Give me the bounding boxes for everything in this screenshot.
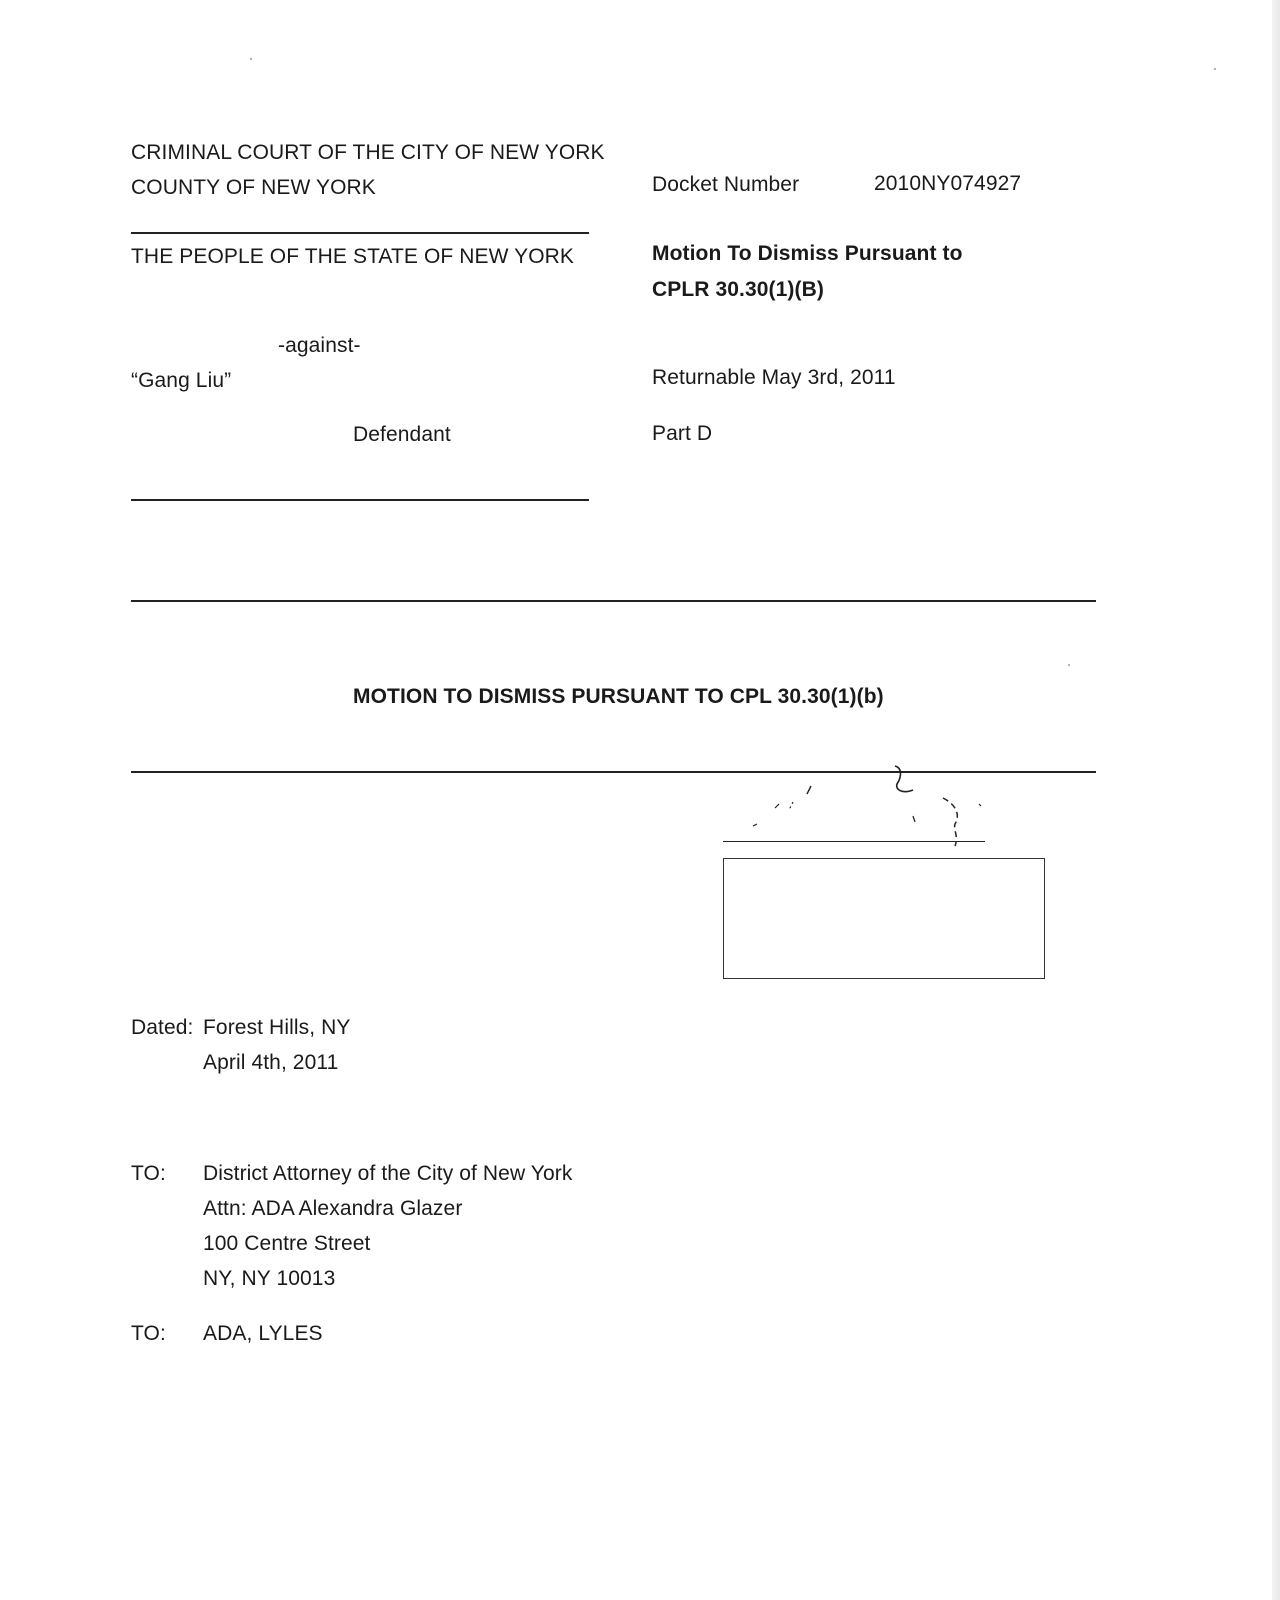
motion-title-line2: CPLR 30.30(1)(B) (652, 278, 824, 301)
against-label: -against- (278, 334, 361, 357)
caption-rule-top (131, 232, 589, 234)
heading-rule-top (131, 600, 1096, 602)
document-heading: MOTION TO DISMISS PURSUANT TO CPL 30.30(1)(b) (353, 685, 884, 708)
plaintiff-name: THE PEOPLE OF THE STATE OF NEW YORK (131, 245, 575, 268)
defendant-label: Defendant (353, 423, 451, 446)
recipient-line: Attn: ADA Alexandra Glazer (203, 1197, 463, 1220)
caption-rule-bottom (131, 499, 589, 501)
defendant-name: “Gang Liu” (131, 369, 232, 392)
scan-speck (250, 58, 252, 60)
signature-scribble (745, 760, 995, 860)
docket-label: Docket Number (652, 173, 800, 196)
recipient-line: NY, NY 10013 (203, 1267, 336, 1290)
recipient-line: District Attorney of the City of New York (203, 1162, 573, 1185)
scan-speck (1214, 68, 1216, 70)
returnable-date: Returnable May 3rd, 2011 (652, 366, 896, 389)
signature-block-box (723, 858, 1045, 979)
page-edge-shadow (1272, 0, 1280, 1600)
signature-line (723, 841, 985, 842)
recipient-label: TO: (131, 1162, 166, 1185)
dated-place: Forest Hills, NY (203, 1016, 351, 1039)
recipient-line: ADA, LYLES (203, 1322, 323, 1345)
court-name: CRIMINAL COURT OF THE CITY OF NEW YORK (131, 141, 605, 164)
scan-speck (1068, 664, 1070, 666)
recipient-line: 100 Centre Street (203, 1232, 371, 1255)
motion-title-line1: Motion To Dismiss Pursuant to (652, 242, 963, 265)
court-county: COUNTY OF NEW YORK (131, 176, 376, 199)
dated-label: Dated: (131, 1016, 194, 1039)
court-part: Part D (652, 422, 713, 445)
dated-date: April 4th, 2011 (203, 1051, 339, 1074)
docket-number: 2010NY074927 (874, 172, 1022, 195)
recipient-label: TO: (131, 1322, 166, 1345)
